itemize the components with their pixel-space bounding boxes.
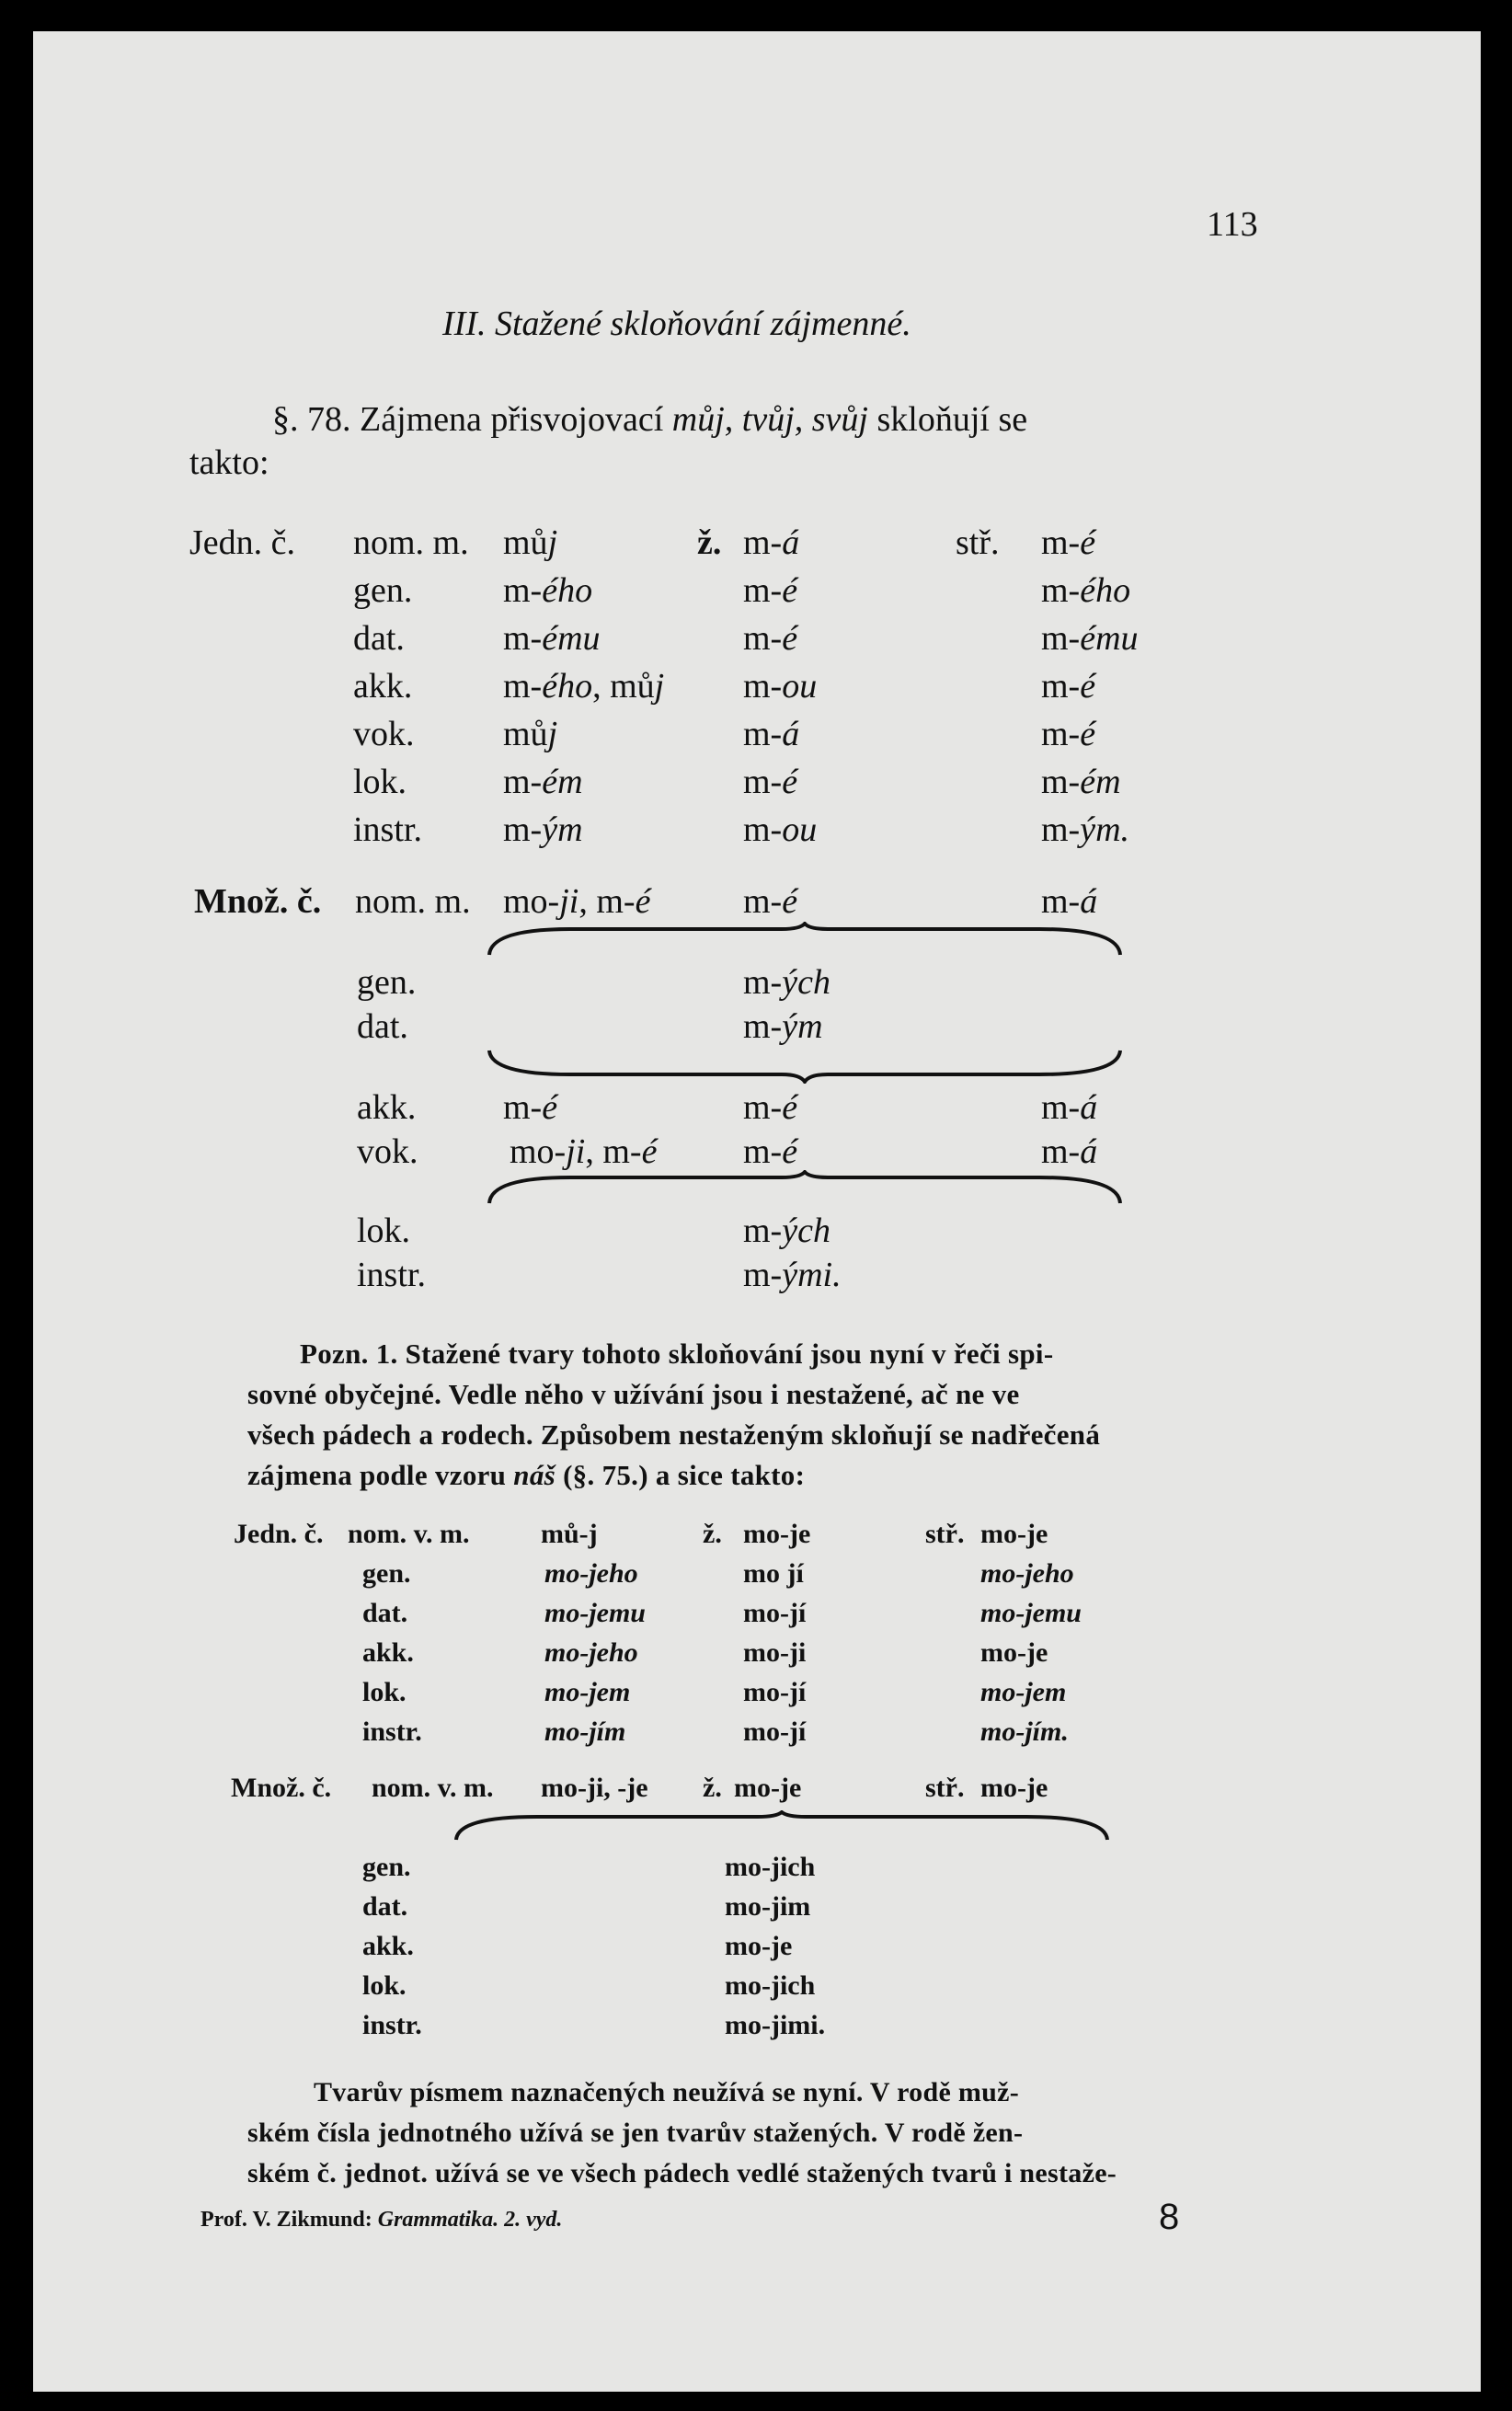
table1-sg-fem: m-é [743, 763, 798, 801]
para-end: skloňují se [876, 400, 1028, 439]
table1-pl-lok-case: lok. [357, 1211, 411, 1250]
table2-pl-nom-f: mo-je [734, 1773, 802, 1803]
table1-sg-neut: m-é [1041, 523, 1096, 562]
closing-line-3: ském č. jednot. užívá se ve všech pádech vedlé stažených tvarů i nestaže- [247, 2158, 1117, 2188]
table2-pl-case: gen. [362, 1852, 411, 1882]
table1-sg-masc: m-ého [503, 571, 593, 610]
table2-sg-fem: mo-jí [743, 1598, 807, 1628]
footer-work: Grammatika. 2. vyd. [377, 2208, 563, 2232]
footer-author: Prof. V. Zikmund: [200, 2208, 372, 2232]
table1-pl-instr: m-ými. [743, 1256, 842, 1294]
note-line-2: sovné obyčejné. Vedle něho v užívání jsou i nestažené, ač ne ve [247, 1378, 1020, 1410]
table2-pl-form: mo-jim [725, 1891, 811, 1922]
table1-sg-fem: m-é [743, 571, 798, 610]
table1-pl-dat: m-ým [743, 1007, 823, 1046]
table1-pl-instr-case: instr. [357, 1256, 426, 1294]
table1-brace-3 [487, 1170, 1122, 1207]
note-line-1: Pozn. 1. Stažené tvary tohoto skloňování jsou nyní v řeči spi- [300, 1338, 1054, 1370]
table2-pl-case: instr. [362, 2010, 422, 2040]
table2-pl-form: mo-jich [725, 1852, 816, 1882]
table2-sg-masc: mo-jeho [544, 1637, 638, 1668]
table2-pl-form: mo-jimi. [725, 2010, 826, 2040]
table2-sg-neut: mo-jím. [980, 1716, 1069, 1747]
closing-line-1: Tvarův písmem naznačených neužívá se nyní. V rodě muž- [314, 2077, 1020, 2107]
table1-pl-gen: m-ých [743, 963, 830, 1002]
table1-sg-masc: m-ým [503, 810, 583, 849]
note-line-4-end: (§. 75.) a sice takto: [563, 1459, 806, 1491]
table2-sg-case: gen. [362, 1558, 411, 1589]
chapter-title: III. Stažené skloňování zájmenné. [442, 304, 911, 343]
table1-pl-nom-m: mo-ji, m-é [503, 882, 651, 921]
table1-pl-akk-n: m-á [1041, 1088, 1098, 1127]
table2-sg-fem: mo-ji [743, 1637, 807, 1668]
table2-sg-masc: mo-jem [544, 1677, 631, 1707]
table1-sg-case: lok. [353, 763, 407, 801]
table1-sg-case: akk. [353, 667, 413, 706]
table1-pl-vok-m: mo-ji, m-é [510, 1132, 658, 1171]
note-line-3: všech pádech a rodech. Způsobem nestaženým skloňují se nadřečená [247, 1418, 1101, 1451]
table2-sg-neut: mo-je [980, 1637, 1048, 1668]
table2-sg-masc: mo-jeho [544, 1558, 638, 1589]
para-start: §. 78. Zájmena přisvojovací [272, 400, 664, 439]
table2-pl-nom-f-label: ž. [703, 1773, 722, 1803]
table1-sg-case: dat. [353, 619, 405, 658]
table2-sg-masc: mů-j [541, 1519, 598, 1549]
table1-sg-fem: m-á [743, 715, 800, 753]
table2-sg-fem: mo jí [743, 1558, 804, 1589]
table1-sg-neut-label: stř. [956, 523, 1000, 562]
table2-pl-nom-case: nom. v. m. [372, 1773, 494, 1803]
table1-sg-neut: m-ému [1041, 619, 1139, 658]
table2-sg-fem: mo-jí [743, 1677, 807, 1707]
table2-pl-nom-m: mo-ji, -je [541, 1773, 648, 1803]
table1-sg-masc: můj [503, 523, 558, 562]
table2-pl-case: dat. [362, 1891, 408, 1922]
table2-sg-fem-label: ž. [703, 1519, 722, 1549]
table1-pl-dat-case: dat. [357, 1007, 408, 1046]
table2-pl-case: lok. [362, 1970, 407, 2001]
footer-imprint [200, 2208, 562, 2233]
paragraph-78-line-2: takto: [189, 443, 269, 482]
table2-sg-case: instr. [362, 1716, 422, 1747]
table1-sg-masc: m-ému [503, 619, 601, 658]
table1-sg-fem: m-ou [743, 667, 818, 706]
table1-sg-masc: m-ého, můj [503, 667, 665, 706]
table1-sg-case: instr. [353, 810, 422, 849]
table2-sg-fem: mo-jí [743, 1716, 807, 1747]
note-line-4-start: zájmena podle vzoru [247, 1459, 507, 1491]
table1-pl-akk-m: m-é [503, 1088, 558, 1127]
table1-sg-case: vok. [353, 715, 415, 753]
table1-pl-nom-f: m-é [743, 882, 798, 921]
table1-pl-akk-case: akk. [357, 1088, 417, 1127]
table1-sg-masc: můj [503, 715, 558, 753]
table1-pl-label: Množ. č. [194, 882, 322, 921]
table1-pl-vok-f: m-é [743, 1132, 798, 1171]
table2-sg-neut-label: stř. [925, 1519, 965, 1549]
para-italic-pronouns: můj, tvůj, svůj [671, 400, 868, 439]
note-line-4 [247, 1459, 805, 1492]
table1-sg-label: Jedn. č. [189, 523, 296, 562]
note-line-4-italic: náš [513, 1459, 556, 1491]
table2-sg-neut: mo-je [980, 1519, 1048, 1549]
table1-sg-fem: m-ou [743, 810, 818, 849]
table1-brace-2 [487, 1047, 1122, 1084]
signature-mark: 8 [1159, 2197, 1180, 2237]
table1-sg-case: gen. [353, 571, 413, 610]
table1-sg-fem: m-é [743, 619, 798, 658]
table1-pl-akk-f: m-é [743, 1088, 798, 1127]
table2-sg-case: dat. [362, 1598, 408, 1628]
table2-sg-neut: mo-jem [980, 1677, 1067, 1707]
table2-sg-case: lok. [362, 1677, 407, 1707]
table2-pl-form: mo-je [725, 1931, 793, 1961]
table2-pl-label: Množ. č. [231, 1773, 332, 1803]
table1-pl-vok-n: m-á [1041, 1132, 1098, 1171]
closing-line-2: ském čísla jednotného užívá se jen tvarův stažených. V rodě žen- [247, 2118, 1024, 2148]
table1-sg-neut: m-ým. [1041, 810, 1130, 849]
table1-sg-fem: m-á [743, 523, 800, 562]
book-page [33, 31, 1481, 2392]
table2-sg-label: Jedn. č. [234, 1519, 324, 1549]
table2-sg-neut: mo-jemu [980, 1598, 1082, 1628]
table2-pl-nom-n-label: stř. [925, 1773, 965, 1803]
page-number: 113 [1207, 205, 1258, 244]
table2-pl-form: mo-jich [725, 1970, 816, 2001]
table1-sg-neut: m-é [1041, 715, 1096, 753]
table1-pl-gen-case: gen. [357, 963, 417, 1002]
table2-sg-case: nom. v. m. [348, 1519, 470, 1549]
table1-sg-neut: m-é [1041, 667, 1096, 706]
table1-sg-fem-label: ž. [697, 523, 722, 562]
table1-pl-lok: m-ých [743, 1211, 830, 1250]
paragraph-78-line-1 [272, 399, 1027, 440]
table1-sg-masc: m-ém [503, 763, 583, 801]
table1-pl-nom-case: nom. m. [355, 882, 471, 921]
table2-sg-masc: mo-jím [544, 1716, 626, 1747]
table2-pl-nom-n: mo-je [980, 1773, 1048, 1803]
table2-sg-case: akk. [362, 1637, 414, 1668]
table1-sg-neut: m-ého [1041, 571, 1131, 610]
table1-brace-1 [487, 922, 1122, 959]
table1-sg-neut: m-ém [1041, 763, 1121, 801]
table1-pl-nom-n: m-á [1041, 882, 1098, 921]
table1-pl-vok-case: vok. [357, 1132, 418, 1171]
table2-brace [454, 1810, 1109, 1843]
table2-sg-fem: mo-je [743, 1519, 811, 1549]
table2-sg-masc: mo-jemu [544, 1598, 646, 1628]
table2-sg-neut: mo-jeho [980, 1558, 1074, 1589]
table1-sg-case: nom. m. [353, 523, 469, 562]
table2-pl-case: akk. [362, 1931, 414, 1961]
